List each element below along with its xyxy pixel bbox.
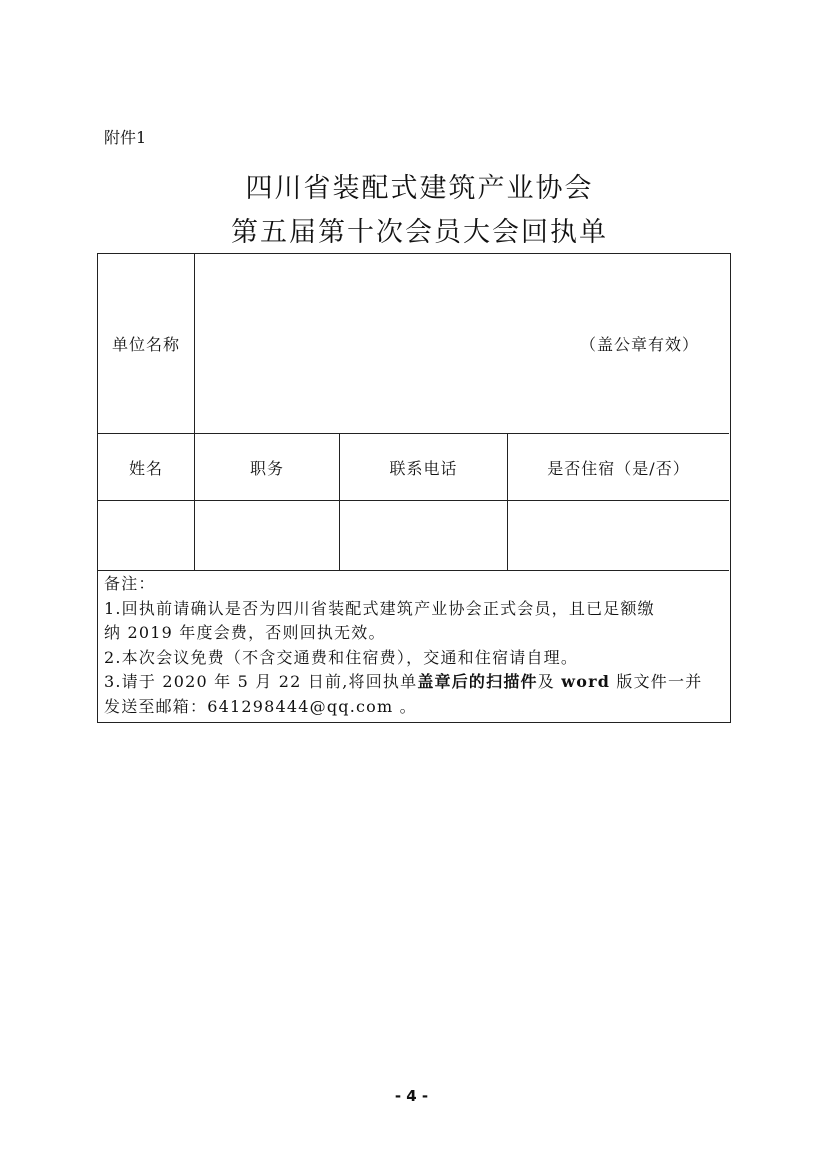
unit-name-label: 单位名称 xyxy=(111,335,180,354)
attachment-label: 附件1 xyxy=(104,128,147,147)
note-item-1-line-2: 纳 2019 年度会费，否则回执无效。 xyxy=(104,623,386,642)
name-input-cell[interactable] xyxy=(98,501,194,570)
column-header-position: 职务 xyxy=(249,458,284,478)
title-line-1: 四川省装配式建筑产业协会 xyxy=(245,173,594,204)
title-line-2: 第五届第十次会员大会回执单 xyxy=(231,217,608,248)
note-item-3-bold-scan: 盖章后的扫描件 xyxy=(417,672,538,691)
lodging-input-cell[interactable] xyxy=(508,501,729,570)
note-item-3-bold-word: word xyxy=(561,672,611,691)
column-header-phone: 联系电话 xyxy=(389,458,458,478)
note-item-3-prefix: 3.请于 2020 年 5 月 22 日前,将回执单 xyxy=(104,672,418,691)
unit-name-field[interactable] xyxy=(195,254,729,433)
column-header-lodging: 是否住宿（是/否） xyxy=(547,458,690,478)
page-number: - 4 - xyxy=(394,1087,429,1105)
notes-section xyxy=(104,572,726,719)
phone-input-cell[interactable] xyxy=(340,501,507,570)
note-item-1-line-1: 1.回执前请确认是否为四川省装配式建筑产业协会正式会员，且已足额缴 xyxy=(104,598,655,618)
note-item-3-suffix: 版文件一并 xyxy=(610,672,703,691)
notes-heading: 备注： xyxy=(104,574,156,593)
position-input-cell[interactable] xyxy=(195,501,339,570)
note-item-3-line-1 xyxy=(104,670,726,695)
seal-note: （盖公章有效） xyxy=(579,335,699,354)
column-header-name: 姓名 xyxy=(128,458,163,478)
note-item-3-line-2: 发送至邮箱：641298444@qq.com 。 xyxy=(104,696,417,716)
note-item-3-mid: 及 xyxy=(537,672,562,691)
note-item-2: 2.本次会议免费（不含交通费和住宿费），交通和住宿请自理。 xyxy=(104,647,579,667)
table-rule xyxy=(98,570,729,571)
